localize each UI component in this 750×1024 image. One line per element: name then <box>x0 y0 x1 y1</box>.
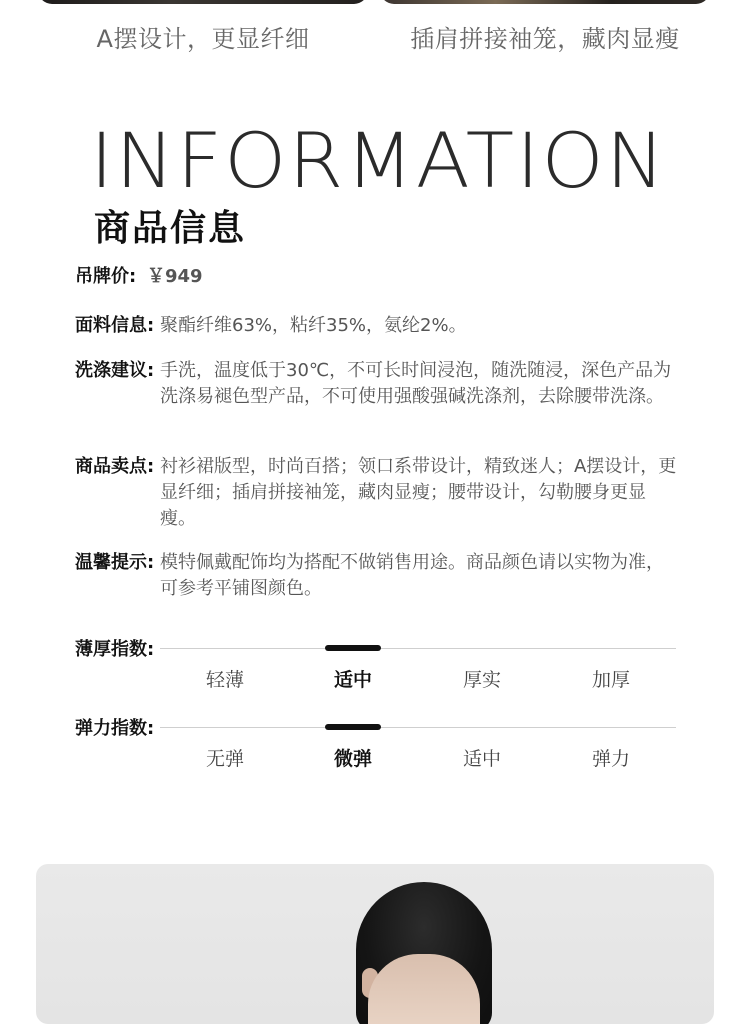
notice-label: 温馨提示: <box>75 552 155 573</box>
thickness-option-4: 加厚 <box>591 669 630 691</box>
notice-value: 模特佩戴配饰均为搭配不做销售用途。商品颜色请以实物为准，可参考平铺图颜色。 <box>160 552 664 599</box>
selling-points-row <box>75 454 680 532</box>
price-row <box>75 264 680 290</box>
selling-points-value: 衬衫裙版型，时尚百搭；领口系带设计，精致迷人；A摆设计，更显纤细；插肩拼接袖笼，藏肉显瘦；腰带设计，勾勒腰身更显瘦。 <box>160 456 677 529</box>
product-photo-right <box>380 0 710 4</box>
product-photo-left <box>38 0 368 4</box>
selling-points-label: 商品卖点: <box>75 456 155 477</box>
model-photo <box>36 864 714 1024</box>
notice-row <box>75 550 680 602</box>
elasticity-option-2: 微弹 <box>333 748 372 770</box>
elasticity-scale-track <box>160 727 676 728</box>
price-label: 吊牌价: <box>75 266 137 287</box>
price-value: ￥949 <box>147 266 203 287</box>
elasticity-scale-marker <box>325 724 381 730</box>
thickness-option-1: 轻薄 <box>205 669 244 691</box>
photo-caption-left: A摆设计，更显纤细 <box>96 25 310 53</box>
fabric-row <box>75 313 680 339</box>
thickness-option-3: 厚实 <box>462 669 501 691</box>
washing-row <box>75 358 680 410</box>
washing-value: 手洗，温度低于30℃，不可长时间浸泡，随洗随浸，深色产品为洗涤易褪色型产品，不可使用强酸强碱洗涤剂，去除腰带洗涤。 <box>160 360 672 407</box>
elasticity-scale-label: 弹力指数: <box>75 718 155 739</box>
section-title-chinese: 商品信息 <box>94 208 247 249</box>
thickness-scale-track <box>160 648 676 649</box>
photo-caption-right: 插肩拼接袖笼，藏肉显瘦 <box>410 25 680 53</box>
fabric-label: 面料信息: <box>75 315 155 336</box>
washing-label: 洗涤建议: <box>75 360 155 381</box>
fabric-value: 聚酯纤维63%，粘纤35%，氨纶2%。 <box>160 315 467 336</box>
elasticity-option-4: 弹力 <box>591 748 630 770</box>
thickness-option-2: 适中 <box>333 669 372 691</box>
elasticity-option-1: 无弹 <box>205 748 244 770</box>
elasticity-option-3: 适中 <box>462 748 501 770</box>
thickness-scale-marker <box>325 645 381 651</box>
section-title-english: INFORMATION <box>90 116 667 205</box>
thickness-scale-label: 薄厚指数: <box>75 639 155 660</box>
